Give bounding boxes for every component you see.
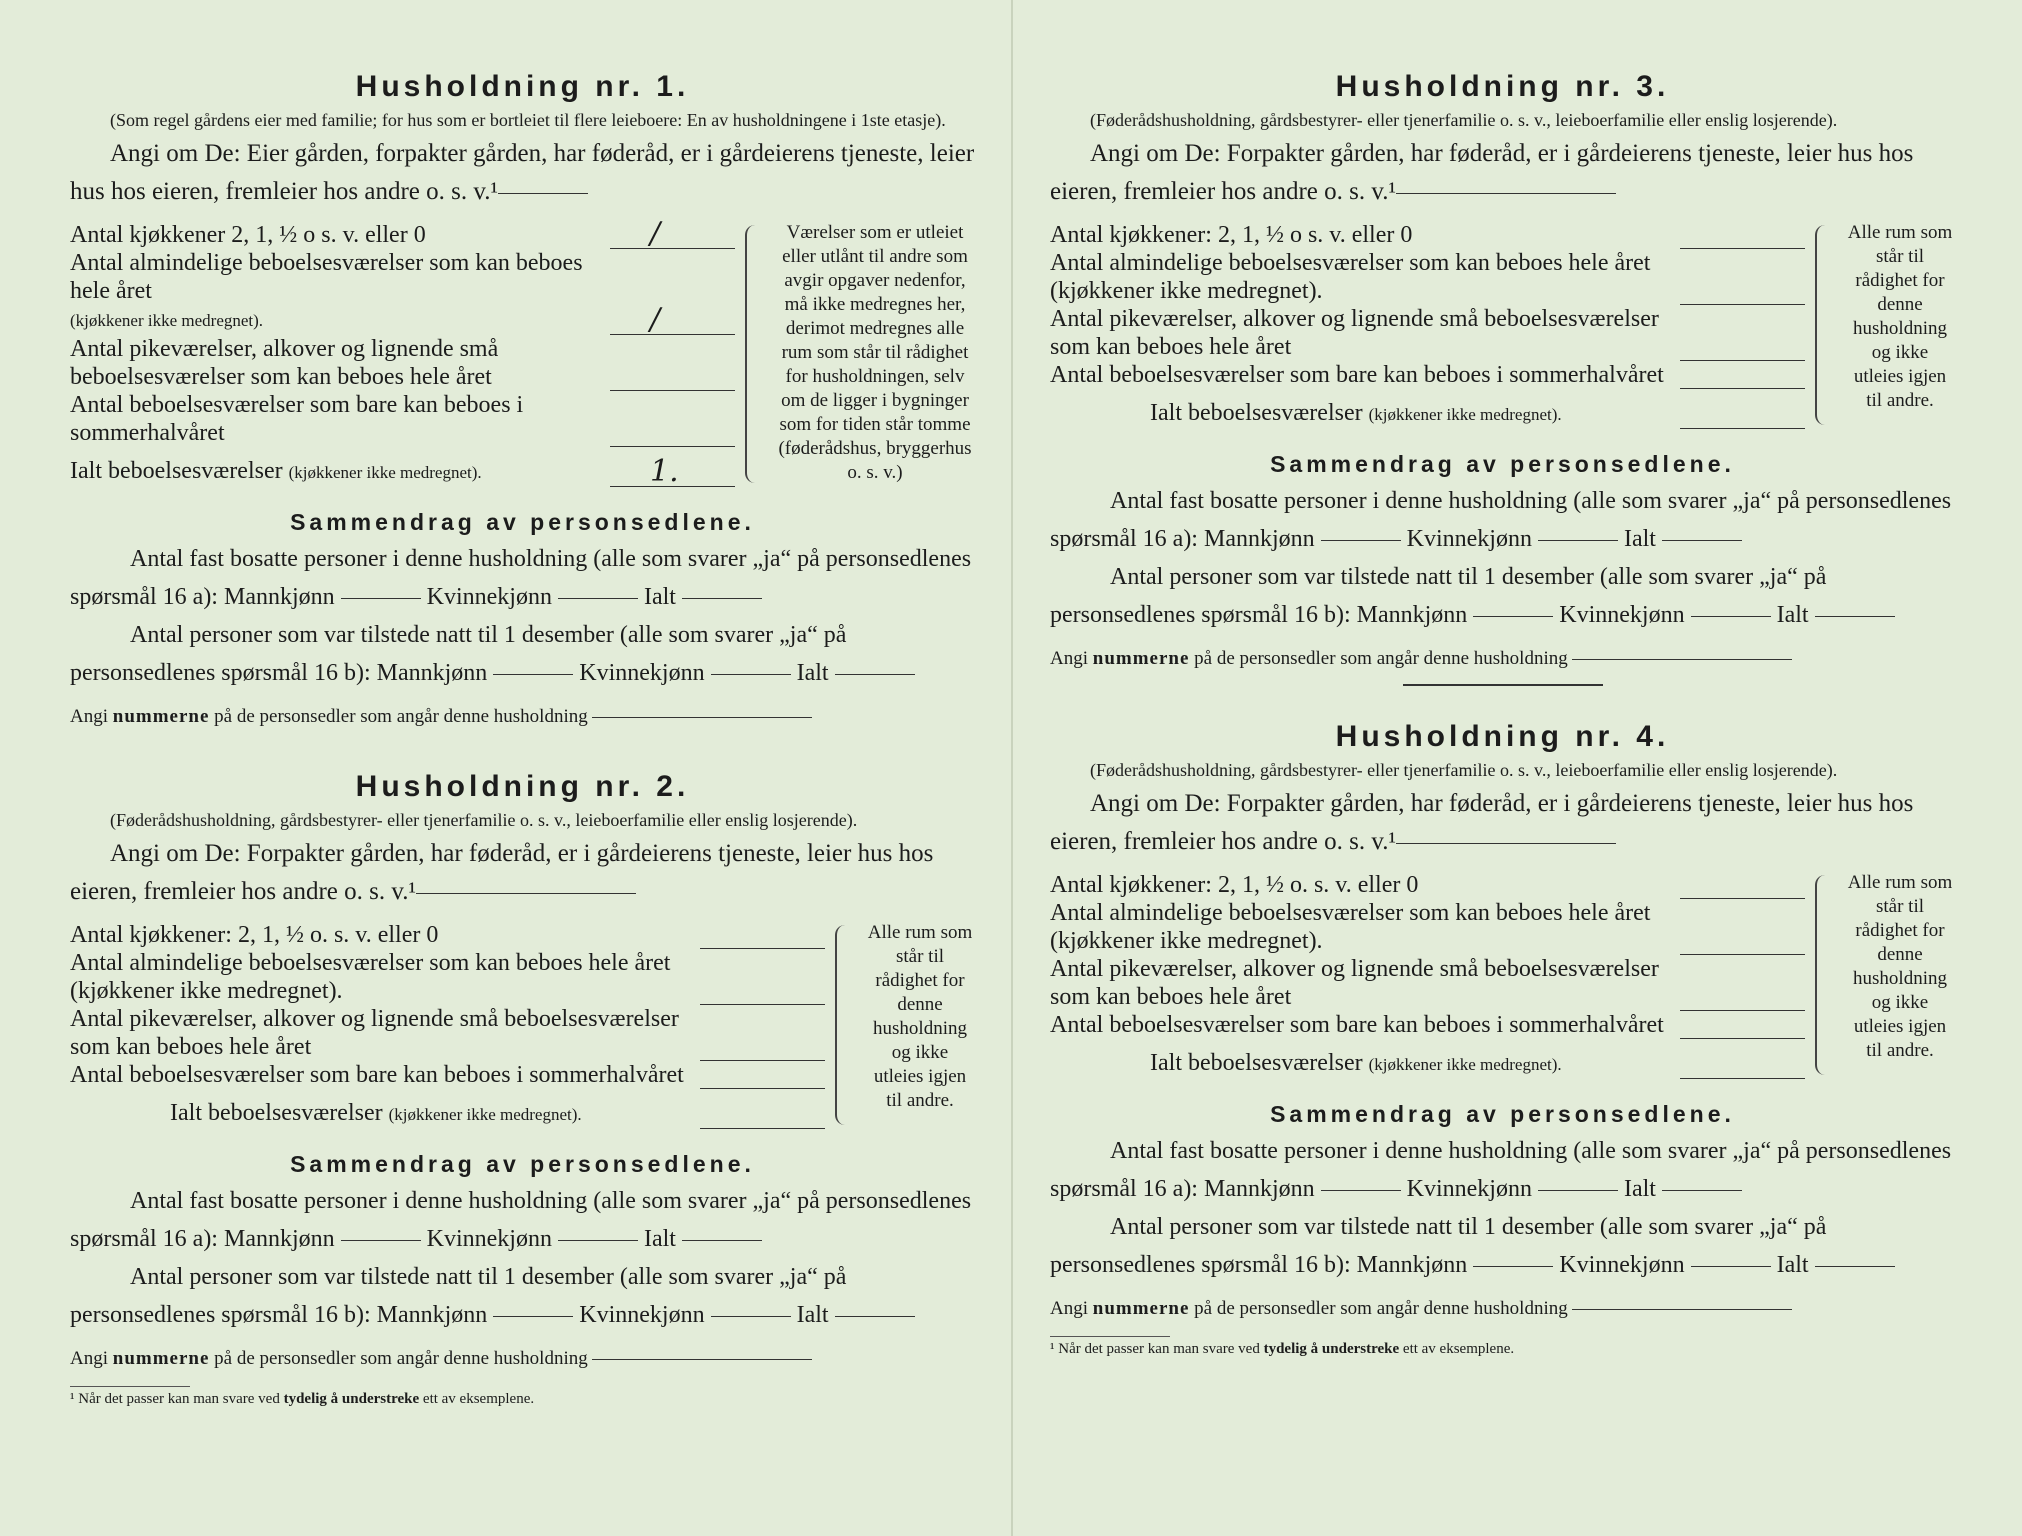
household-1-rooms (70, 216, 975, 489)
household-1-sidenote: Værelser som er utleiet eller utlånt til andre som avgir opgaver nedenfor, må ikke medregnes her, derimot medregnes alle rum som står til rådighet for husholdningen, selv om de ligger i bygninger som for tiden står tomme (føderådshus, bryggerhus o. s. v.) (778, 222, 972, 483)
household-1 (70, 70, 975, 736)
rooms-row: Antal almindelige beboelsesværelser som kan beboes hele året (kjøkkener ikke medregnet). (70, 949, 825, 1005)
small-rooms-value[interactable] (610, 364, 735, 391)
total-rooms-row: Ialt beboelsesværelser (kjøkkener ikke medregnet). (70, 1099, 825, 1129)
household-1-title: Husholdning nr. 1. (355, 70, 690, 103)
household-3-title: Husholdning nr. 3. (1335, 70, 1670, 103)
total-field[interactable] (682, 598, 762, 599)
rooms-value[interactable]: / (610, 308, 735, 335)
total-rooms-row: Ialt beboelsesværelser (kjøkkener ikke medregnet). (1050, 399, 1805, 429)
rooms-row: Antal almindelige beboelsesværelser som kan beboes hele året (kjøkkener ikke medregnet). (1050, 899, 1805, 955)
total-rooms-value[interactable] (1680, 1052, 1805, 1079)
male-field[interactable] (341, 598, 421, 599)
male-field[interactable] (1473, 616, 1553, 617)
male-field[interactable] (1321, 540, 1401, 541)
male-field[interactable] (1321, 1190, 1401, 1191)
total-field[interactable] (682, 1240, 762, 1241)
kitchens-value[interactable] (1680, 872, 1805, 899)
household-4 (1050, 720, 1955, 1358)
small-rooms-row: Antal pikeværelser, alkover og lignende små beboelsesværelser som kan beboes hele året (70, 1005, 825, 1061)
household-2 (70, 770, 975, 1408)
total-rooms-value[interactable] (700, 1102, 825, 1129)
male-field[interactable] (341, 1240, 421, 1241)
total-rooms-row: Ialt beboelsesværelser (kjøkkener ikke medregnet). (1050, 1049, 1805, 1079)
household-2-title: Husholdning nr. 2. (355, 770, 690, 803)
household-2-rooms (70, 921, 975, 1129)
kitchens-row: Antal kjøkkener: 2, 1, ½ o. s. v. eller 0 (1050, 871, 1805, 899)
summary-present: Antal personer som var tilstede natt til 1 desember (alle som svarer „ja“ på personsedlenes spørsmål 16 b): Mannkjønn Kvinnekjønn Ialt (70, 1258, 975, 1334)
numbers-field[interactable] (1572, 1309, 1792, 1310)
female-field[interactable] (558, 1240, 638, 1241)
summer-rooms-value[interactable] (700, 1062, 825, 1089)
answer-line[interactable] (416, 893, 636, 894)
total-field[interactable] (835, 1316, 915, 1317)
total-field[interactable] (1815, 1266, 1895, 1267)
female-field[interactable] (1691, 616, 1771, 617)
brace (1815, 225, 1837, 425)
brace (835, 925, 857, 1125)
household-4-note: (Føderådshusholdning, gårdsbestyrer- eller tjenerfamilie o. s. v., leieboerfamilie eller enslig losjerende). (1090, 760, 1838, 780)
brace (745, 225, 767, 483)
kitchens-value[interactable]: / (610, 222, 735, 249)
kitchens-row: Antal kjøkkener: 2, 1, ½ o. s. v. eller 0 (70, 921, 825, 949)
numbers-line: Angi nummerne på de personsedler som angår denne husholdning (70, 1340, 975, 1378)
summary-present: Antal personer som var tilstede natt til 1 desember (alle som svarer „ja“ på personsedlenes spørsmål 16 b): Mannkjønn Kvinnekjønn Ialt (1050, 558, 1955, 634)
household-1-note: (Som regel gårdens eier med familie; for hus som er bortleiet til flere leieboere: En av husholdningene i 1ste etasje). (110, 110, 946, 130)
male-field[interactable] (1473, 1266, 1553, 1267)
summer-rooms-value[interactable] (1680, 1012, 1805, 1039)
total-rooms-row: Ialt beboelsesværelser (kjøkkener ikke medregnet). 1. (70, 457, 735, 487)
summary-present: Antal personer som var tilstede natt til 1 desember (alle som svarer „ja“ på personsedlenes spørsmål 16 b): Mannkjønn Kvinnekjønn Ialt (1050, 1208, 1955, 1284)
rooms-value[interactable] (700, 978, 825, 1005)
rooms-row: Antal almindelige beboelsesværelser som kan beboes hele året (kjøkkener ikke medregnet). / (70, 249, 735, 335)
kitchens-value[interactable] (700, 922, 825, 949)
small-rooms-value[interactable] (700, 1034, 825, 1061)
rooms-row: Antal almindelige beboelsesværelser som kan beboes hele året (kjøkkener ikke medregnet). (1050, 249, 1805, 305)
household-3-note: (Føderådshusholdning, gårdsbestyrer- eller tjenerfamilie o. s. v., leieboerfamilie eller enslig losjerende). (1090, 110, 1838, 130)
page-fold (1011, 0, 1013, 1536)
summary-title: Sammendrag av personsedlene. (290, 509, 755, 535)
summary-permanent: Antal fast bosatte personer i denne husholdning (alle som svarer „ja“ på personsedlenes spørsmål 16 a): Mannkjønn Kvinnekjønn Ialt (1050, 1138, 1952, 1202)
answer-line[interactable] (1396, 193, 1616, 194)
summary-title: Sammendrag av personsedlene. (1270, 1101, 1735, 1127)
total-field[interactable] (1662, 1190, 1742, 1191)
summary-permanent: Antal fast bosatte personer i denne husholdning (alle som svarer „ja“ på personsedlenes spørsmål 16 a): Mannkjønn Kvinnekjønn Ialt (1050, 488, 1952, 552)
household-4-angi: Angi om De: Forpakter gården, har føderåd, er i gårdeierens tjeneste, leier hus hos eieren, fremleier hos andre o. s. v.¹ (1050, 790, 1914, 855)
household-2-sidenote: Alle rum som står til rådighet for denne husholdning og ikke utleies igjen til andre. (867, 922, 973, 1111)
left-page (70, 70, 975, 1442)
footnote: ¹ Når det passer kan man svare ved tydelig å understreke ett av eksemplene. (1050, 1336, 1170, 1358)
summary-title: Sammendrag av personsedlene. (290, 1151, 755, 1177)
summary-permanent: Antal fast bosatte personer i denne husholdning (alle som svarer „ja“ på personsedlenes spørsmål 16 a): Mannkjønn Kvinnekjønn Ialt (70, 546, 972, 610)
kitchens-row: Antal kjøkkener 2, 1, ½ o s. v. eller 0 / (70, 221, 735, 249)
summary-permanent: Antal fast bosatte personer i denne husholdning (alle som svarer „ja“ på personsedlenes spørsmål 16 a): Mannkjønn Kvinnekjønn Ialt (70, 1188, 972, 1252)
female-field[interactable] (1538, 1190, 1618, 1191)
household-1-angi: Angi om De: Eier gården, forpakter gården, har føderåd, er i gårdeierens tjeneste, leier hus hos eieren, fremleier hos andre o. s. v.¹ (70, 140, 975, 205)
summer-rooms-row: Antal beboelsesværelser som bare kan beboes i sommerhalvåret (70, 1061, 825, 1089)
numbers-line: Angi nummerne på de personsedler som angår denne husholdning (1050, 1290, 1955, 1328)
household-2-angi: Angi om De: Forpakter gården, har føderåd, er i gårdeierens tjeneste, leier hus hos eieren, fremleier hos andre o. s. v.¹ (70, 840, 934, 905)
numbers-line: Angi nummerne på de personsedler som angår denne husholdning (70, 698, 975, 736)
total-field[interactable] (1815, 616, 1895, 617)
numbers-field[interactable] (592, 717, 812, 718)
summer-rooms-row: Antal beboelsesværelser som bare kan beboes i sommerhalvåret (70, 391, 735, 447)
rooms-value[interactable] (1680, 278, 1805, 305)
household-3-rooms (1050, 221, 1955, 429)
household-3-sidenote: Alle rum som står til rådighet for denne husholdning og ikke utleies igjen til andre. (1847, 222, 1953, 411)
summer-rooms-row: Antal beboelsesværelser som bare kan beboes i sommerhalvåret (1050, 361, 1805, 389)
female-field[interactable] (711, 674, 791, 675)
male-field[interactable] (493, 1316, 573, 1317)
summary-present: Antal personer som var tilstede natt til 1 desember (alle som svarer „ja“ på personsedlenes spørsmål 16 b): Mannkjønn Kvinnekjønn Ialt (70, 616, 975, 692)
total-field[interactable] (1662, 540, 1742, 541)
small-rooms-value[interactable] (1680, 984, 1805, 1011)
household-3-angi: Angi om De: Forpakter gården, har føderåd, er i gårdeierens tjeneste, leier hus hos eieren, fremleier hos andre o. s. v.¹ (1050, 140, 1914, 205)
numbers-field[interactable] (592, 1359, 812, 1360)
household-4-sidenote: Alle rum som står til rådighet for denne husholdning og ikke utleies igjen til andre. (1847, 872, 1953, 1061)
small-rooms-row: Antal pikeværelser, alkover og lignende små beboelsesværelser som kan beboes hele året (1050, 305, 1805, 361)
household-2-note: (Føderådshusholdning, gårdsbestyrer- eller tjenerfamilie o. s. v., leieboerfamilie eller enslig losjerende). (110, 810, 858, 830)
kitchens-value[interactable] (1680, 222, 1805, 249)
total-field[interactable] (835, 674, 915, 675)
numbers-line: Angi nummerne på de personsedler som angår denne husholdning (1050, 640, 1955, 678)
small-rooms-row: Antal pikeværelser, alkover og lignende små beboelsesværelser som kan beboes hele året (70, 335, 735, 391)
rooms-value[interactable] (1680, 928, 1805, 955)
answer-line[interactable] (498, 193, 588, 194)
household-4-rooms (1050, 871, 1955, 1079)
total-rooms-value[interactable] (1680, 402, 1805, 429)
divider (1403, 684, 1603, 686)
right-page (1050, 70, 1955, 1392)
female-field[interactable] (711, 1316, 791, 1317)
numbers-field[interactable] (1572, 659, 1792, 660)
household-4-title: Husholdning nr. 4. (1335, 720, 1670, 753)
female-field[interactable] (1691, 1266, 1771, 1267)
summary-title: Sammendrag av personsedlene. (1270, 451, 1735, 477)
summer-rooms-value[interactable] (1680, 362, 1805, 389)
total-rooms-value[interactable]: 1. (610, 460, 735, 487)
household-3 (1050, 70, 1955, 686)
footnote: ¹ Når det passer kan man svare ved tydelig å understreke ett av eksemplene. (70, 1386, 190, 1408)
female-field[interactable] (1538, 540, 1618, 541)
small-rooms-row: Antal pikeværelser, alkover og lignende små beboelsesværelser som kan beboes hele året (1050, 955, 1805, 1011)
brace (1815, 875, 1837, 1075)
summer-rooms-value[interactable] (610, 420, 735, 447)
small-rooms-value[interactable] (1680, 334, 1805, 361)
female-field[interactable] (558, 598, 638, 599)
summer-rooms-row: Antal beboelsesværelser som bare kan beboes i sommerhalvåret (1050, 1011, 1805, 1039)
answer-line[interactable] (1396, 843, 1616, 844)
kitchens-row: Antal kjøkkener: 2, 1, ½ o s. v. eller 0 (1050, 221, 1805, 249)
male-field[interactable] (493, 674, 573, 675)
